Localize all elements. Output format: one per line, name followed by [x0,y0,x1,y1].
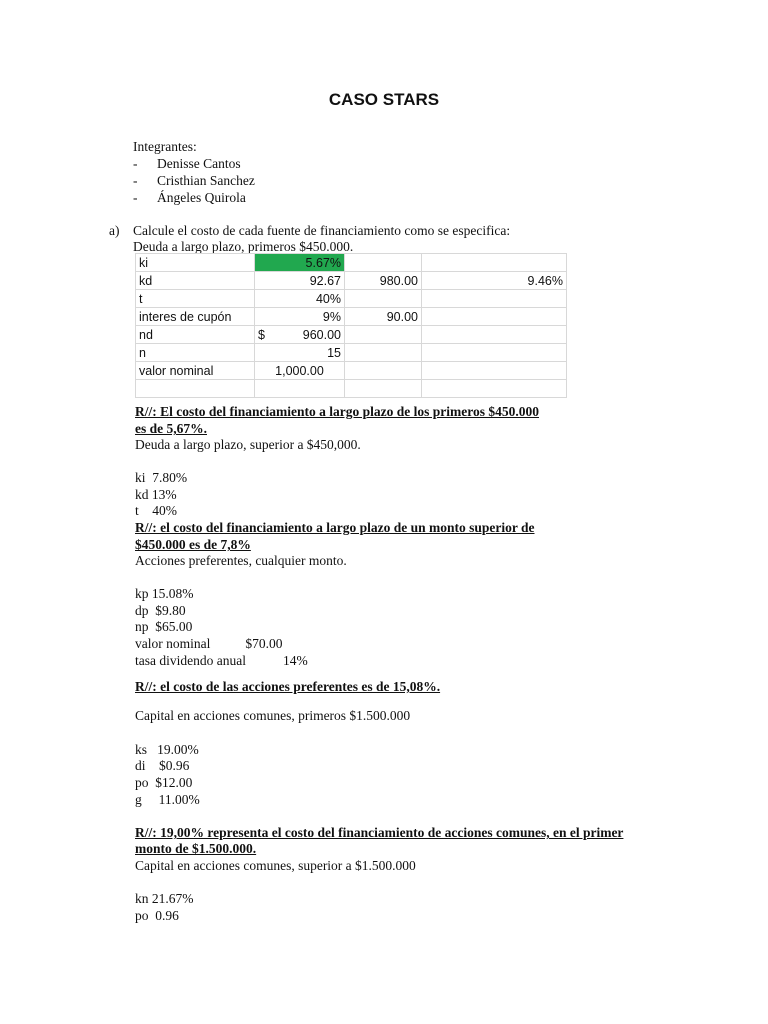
section-title: Deuda a largo plazo, superior a $450,000. [135,437,361,452]
value-key: kd [135,487,149,502]
value-key: ks [135,742,148,757]
value-line [135,774,192,791]
table-row [136,290,567,308]
answer-text: monto de $1.500.000. [135,841,257,856]
table-cell: 15 [255,344,345,362]
table-cell [422,290,567,308]
currency-symbol: $ [258,327,265,342]
table-cell: ki [136,254,255,272]
answer-text: es de 5,67%. [135,421,207,436]
table-cell [255,380,345,398]
table-cell: 9.46% [422,272,567,290]
value-key: di [135,758,146,773]
cell-value: 960.00 [302,327,341,342]
members-label: Integrantes: [133,139,197,154]
table-row [136,272,567,290]
table-cell [422,308,567,326]
value-amount: 11.00% [158,792,200,807]
answer-text: R//: 19,00% representa el costo del financiamiento de acciones comunes, en el primer [135,825,624,840]
table-cell [345,254,422,272]
value-line [135,635,282,652]
value-line [135,741,199,758]
table-cell: 92.67 [255,272,345,290]
value-key: po [135,908,149,923]
value-amount: 19.00% [157,742,199,757]
section-title: Capital en acciones comunes, superior a $1.500.000 [135,858,416,873]
value-line [135,486,177,503]
table-cell: 90.00 [345,308,422,326]
member-name: Cristhian Sanchez [157,173,255,188]
table-cell [345,326,422,344]
value-line [135,907,179,924]
table-cell [422,362,567,380]
table-cell [422,380,567,398]
value-amount: $65.00 [155,619,193,634]
table-cell [345,290,422,308]
value-amount: $0.96 [159,758,190,773]
value-amount: $9.80 [155,603,186,618]
value-key: t [135,503,139,518]
value-line [135,469,187,486]
value-line [135,618,192,635]
value-key: g [135,792,142,807]
value-line [135,791,200,808]
table-cell [345,344,422,362]
member-item: - Cristhian Sanchez [133,173,255,188]
value-amount: 0.96 [155,908,179,923]
value-line [135,585,194,602]
answer-text: R//: El costo del financiamiento a largo plazo de los primeros $450.000 [135,404,539,419]
value-line [135,652,308,669]
table-row [136,326,567,344]
table-cell: kd [136,272,255,290]
table-row [136,362,567,380]
table-cell: 9% [255,308,345,326]
value-key: kp [135,586,149,601]
member-item: - Ángeles Quirola [133,190,246,205]
value-amount: 13% [151,487,177,502]
table-cell: 40% [255,290,345,308]
table-cell [422,344,567,362]
highlighted-cell: 5.67% [255,254,345,272]
table-cell [345,380,422,398]
table-cell [345,362,422,380]
value-key: dp [135,603,149,618]
table-row [136,380,567,398]
value-line [135,890,194,907]
value-amount: 7.80% [152,470,188,485]
table-cell: valor nominal [136,362,255,380]
value-amount: $12.00 [155,775,193,790]
value-amount: 21.67% [151,891,194,906]
table-cell [422,326,567,344]
document-title: CASO STARS [328,90,440,109]
table-row [136,254,567,272]
member-name: Denisse Cantos [157,156,241,171]
section-title: Acciones preferentes, cualquier monto. [135,553,347,568]
table-cell [422,254,567,272]
question-text: Calcule el costo de cada fuente de financiamiento como se especifica: [133,223,511,238]
table-cell: 1,000.00 [255,362,345,380]
table-row [136,344,567,362]
value-amount: $70.00 [245,636,283,651]
value-key: po [135,775,149,790]
section-title: Capital en acciones comunes, primeros $1.500.000 [135,708,411,723]
value-line [135,757,189,774]
table-cell: 980.00 [345,272,422,290]
table-cell: nd [136,326,255,344]
answer-text: R//: el costo de las acciones preferentes es de 15,08%. [135,679,441,694]
member-item: - Denisse Cantos [133,156,241,171]
table-cell: n [136,344,255,362]
value-line [135,602,186,619]
value-line [135,502,177,519]
value-key: ki [135,470,146,485]
table-row [136,308,567,326]
value-key: kn [135,891,149,906]
question-subtitle: Deuda a largo plazo, primeros $450.000. [133,239,354,254]
question-letter: a) [109,223,120,238]
value-key: valor nominal [135,636,211,651]
value-key: np [135,619,149,634]
table-cell: t [136,290,255,308]
answer-text: R//: el costo del financiamiento a largo plazo de un monto superior de [135,520,535,535]
table-cell: interes de cupón [136,308,255,326]
table-cell [136,380,255,398]
value-amount: 15.08% [151,586,194,601]
answer-text: $450.000 es de 7,8% [135,537,251,552]
table-cell [255,326,345,344]
value-amount: 40% [152,503,178,518]
financing-table [135,253,567,398]
member-name: Ángeles Quirola [157,190,246,205]
value-amount: 14% [282,653,308,668]
value-key: tasa dividendo anual [135,653,246,668]
